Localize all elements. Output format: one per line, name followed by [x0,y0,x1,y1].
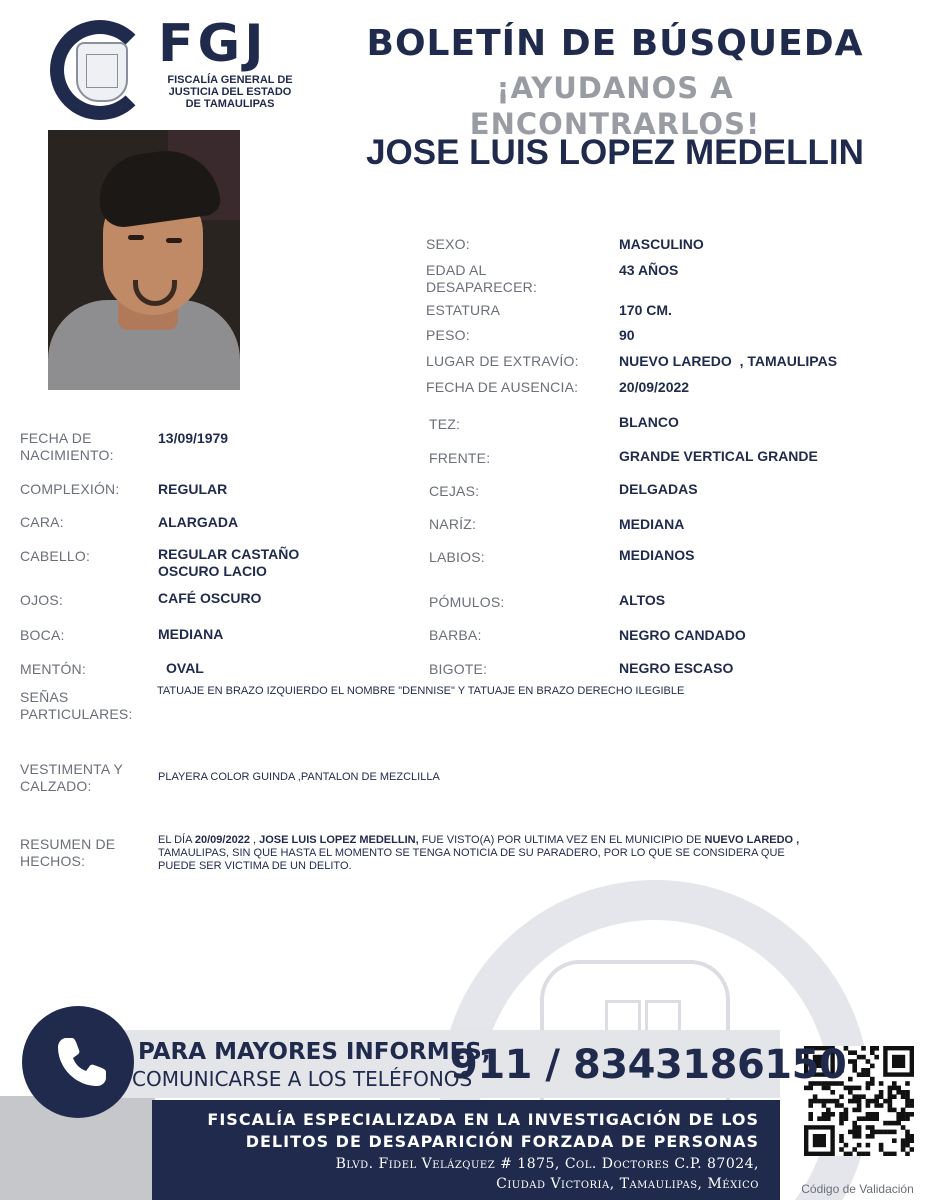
logo-subtitle: FISCALÍA GENERAL DE JUSTICIA DEL ESTADO DE TAMAULIPAS [167,74,293,110]
bigote-label: BIGOTE: [429,661,488,677]
nacimiento-value: 13/09/1979 [158,430,229,446]
senas-label-line2: PARTICULARES: [20,706,133,722]
agency-name-line1: FISCALÍA ESPECIALIZADA EN LA INVESTIGACIÓN DE LOS [207,1110,759,1129]
senas-label-line1: SEÑAS [20,689,69,705]
resumen-label-line1: RESUMEN DE [20,836,116,852]
boca-label: BOCA: [20,627,65,643]
frente-label: FRENTE: [429,450,491,466]
resumen-line1 [158,834,799,847]
cara-label: CARA: [20,514,64,530]
edad-label-line2: DESAPARECER: [426,279,538,295]
sexo-value: MASCULINO [619,236,704,252]
cabello-value-line2: OSCURO LACIO [158,563,267,579]
agency-name-line2: DELITOS DE DESAPARICIÓN FORZADA DE PERSONAS [245,1132,759,1151]
senas-value: TATUAJE EN BRAZO IZQUIERDO EL NOMBRE "DENNISE" Y TATUAJE EN BRAZO DERECHO ILEGIBLE [157,685,685,697]
menton-value: OVAL [166,660,204,676]
vestimenta-label-line1: VESTIMENTA Y [20,761,124,777]
boca-value: MEDIANA [158,626,224,642]
resumen-place: NUEVO LAREDO , [704,834,800,846]
resumen-line3: PUEDE SER VICTIMA DE UN DELITO. [158,860,352,872]
resumen-text: FUE VISTO(A) POR ULTIMA VEZ EN EL MUNICIPIO DE [418,834,705,846]
bulletin-title: BOLETÍN DE BÚSQUEDA [366,23,864,64]
pomulos-label: PÓMULOS: [429,594,505,610]
resumen-line2: TAMAULIPAS, SIN QUE HASTA EL MOMENTO SE TENGA NOTICIA DE SU PARADERO, POR LO QUE SE CONSIDERA QUE [158,847,785,859]
nariz-value: MEDIANA [619,516,685,532]
lugar-value: NUEVO LAREDO , TAMAULIPAS [619,353,838,369]
estatura-value: 170 CM. [619,302,672,318]
missing-person-name: JOSE LUIS LOPEZ MEDELLIN [366,133,864,172]
vestimenta-label-line2: CALZADO: [20,778,92,794]
sexo-label: SEXO: [426,236,470,252]
complexion-value: REGULAR [158,481,228,497]
missing-person-photo [48,130,240,390]
qr-caption: Código de Validación [801,1182,914,1196]
labios-label: LABIOS: [429,549,485,565]
peso-label: PESO: [426,327,470,343]
agency-address-line1: Blvd. Fidel Velázquez # 1875, Col. Doctores C.P. 87024, [335,1156,759,1172]
cejas-label: CEJAS: [429,483,480,499]
bulletin-subtitle: ¡AYUDANOS A ENCONTRARLOS! [469,71,761,141]
fecha-ausencia-label: FECHA DE AUSENCIA: [426,379,579,395]
edad-value: 43 AÑOS [619,262,679,278]
estatura-label: ESTATURA [426,302,501,318]
nariz-label: NARÍZ: [429,516,477,532]
cara-value: ALARGADA [158,514,239,530]
contact-phone-numbers[interactable]: 911 / 8343186150 [450,1042,847,1088]
pomulos-value: ALTOS [619,592,666,608]
lugar-label: LUGAR DE EXTRAVÍO: [426,353,579,369]
nacimiento-label-line1: FECHA DE [20,430,92,446]
ojos-value: CAFÉ OSCURO [158,590,262,606]
fgj-logo [50,14,300,119]
fecha-ausencia-value: 20/09/2022 [619,379,690,395]
frente-value: GRANDE VERTICAL GRANDE [619,448,818,464]
barba-label: BARBA: [429,627,482,643]
barba-value: NEGRO CANDADO [619,627,746,643]
labios-value: MEDIANOS [619,547,695,563]
complexion-label: COMPLEXIÓN: [20,481,120,497]
cabello-label: CABELLO: [20,548,91,564]
vestimenta-value: PLAYERA COLOR GUINDA ,PANTALON DE MEZCLILLA [158,771,440,783]
ojos-label: OJOS: [20,592,64,608]
tez-value: BLANCO [619,414,679,430]
phone-badge [22,1006,134,1118]
phone-icon [52,1032,112,1092]
tez-label: TEZ: [429,416,461,432]
bigote-value: NEGRO ESCASO [619,660,734,676]
info-heading: PARA MAYORES INFORMES, [138,1039,491,1065]
cejas-value: DELGADAS [619,481,698,497]
resumen-label-line2: HECHOS: [20,853,86,869]
menton-label: MENTÓN: [20,661,86,677]
nacimiento-label-line2: NACIMIENTO: [20,447,114,463]
peso-value: 90 [619,327,635,343]
resumen-name: JOSE LUIS LOPEZ MEDELLIN, [259,834,419,846]
agency-address-line2: Ciudad Victoria, Tamaulipas, México [496,1176,759,1192]
resumen-text: , [249,834,260,846]
cabello-value-line1: REGULAR CASTAÑO [158,546,300,562]
resumen-date: 20/09/2022 [194,834,250,846]
logo-acronym: FGJ [158,14,268,74]
resumen-text: EL DÍA [158,834,195,846]
edad-label-line1: EDAD AL [426,262,487,278]
info-subheading: COMUNICARSE A LOS TELÉFONOS [132,1067,473,1091]
shield-crest-icon [76,42,128,102]
